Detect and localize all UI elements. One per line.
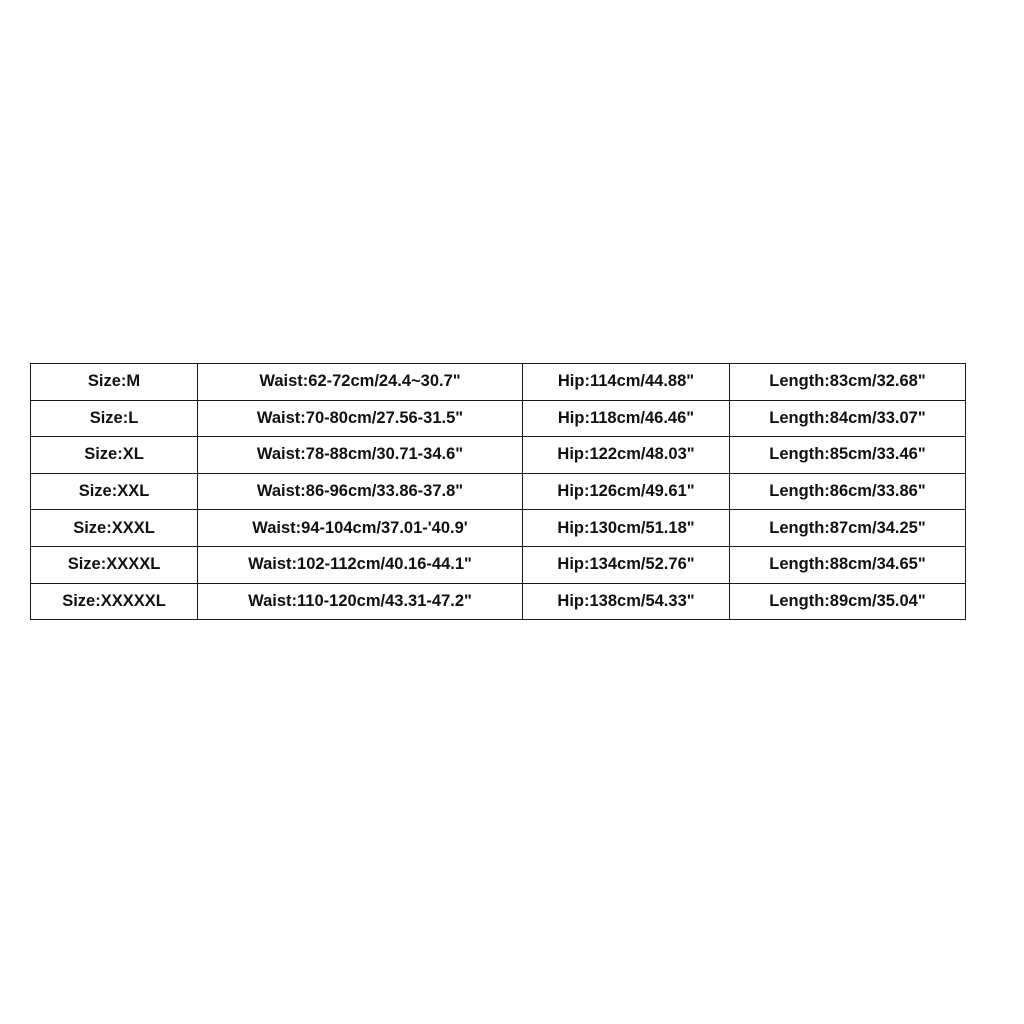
table-row [31, 546, 966, 583]
waist-cell: Waist:102-112cm/40.16-44.1" [198, 546, 523, 583]
size-cell: Size:XL [31, 437, 198, 474]
length-cell: Length:85cm/33.46" [730, 437, 966, 474]
waist-cell: Waist:94-104cm/37.01-'40.9' [198, 510, 523, 547]
length-cell: Length:84cm/33.07" [730, 400, 966, 437]
waist-cell: Waist:78-88cm/30.71-34.6" [198, 437, 523, 474]
table-row [31, 583, 966, 620]
table-row [31, 473, 966, 510]
size-cell: Size:M [31, 364, 198, 401]
length-cell: Length:89cm/35.04" [730, 583, 966, 620]
waist-cell: Waist:62-72cm/24.4~30.7" [198, 364, 523, 401]
table-row [31, 437, 966, 474]
length-cell: Length:87cm/34.25" [730, 510, 966, 547]
hip-cell: Hip:114cm/44.88" [523, 364, 730, 401]
length-cell: Length:86cm/33.86" [730, 473, 966, 510]
hip-cell: Hip:130cm/51.18" [523, 510, 730, 547]
table-row [31, 510, 966, 547]
waist-cell: Waist:86-96cm/33.86-37.8" [198, 473, 523, 510]
size-chart-table [30, 363, 966, 620]
table-row [31, 400, 966, 437]
hip-cell: Hip:126cm/49.61" [523, 473, 730, 510]
hip-cell: Hip:138cm/54.33" [523, 583, 730, 620]
waist-cell: Waist:110-120cm/43.31-47.2" [198, 583, 523, 620]
table-row [31, 364, 966, 401]
hip-cell: Hip:118cm/46.46" [523, 400, 730, 437]
size-cell: Size:XXXL [31, 510, 198, 547]
hip-cell: Hip:134cm/52.76" [523, 546, 730, 583]
size-cell: Size:XXXXXL [31, 583, 198, 620]
length-cell: Length:83cm/32.68" [730, 364, 966, 401]
length-cell: Length:88cm/34.65" [730, 546, 966, 583]
waist-cell: Waist:70-80cm/27.56-31.5" [198, 400, 523, 437]
size-cell: Size:L [31, 400, 198, 437]
size-cell: Size:XXL [31, 473, 198, 510]
hip-cell: Hip:122cm/48.03" [523, 437, 730, 474]
size-cell: Size:XXXXL [31, 546, 198, 583]
